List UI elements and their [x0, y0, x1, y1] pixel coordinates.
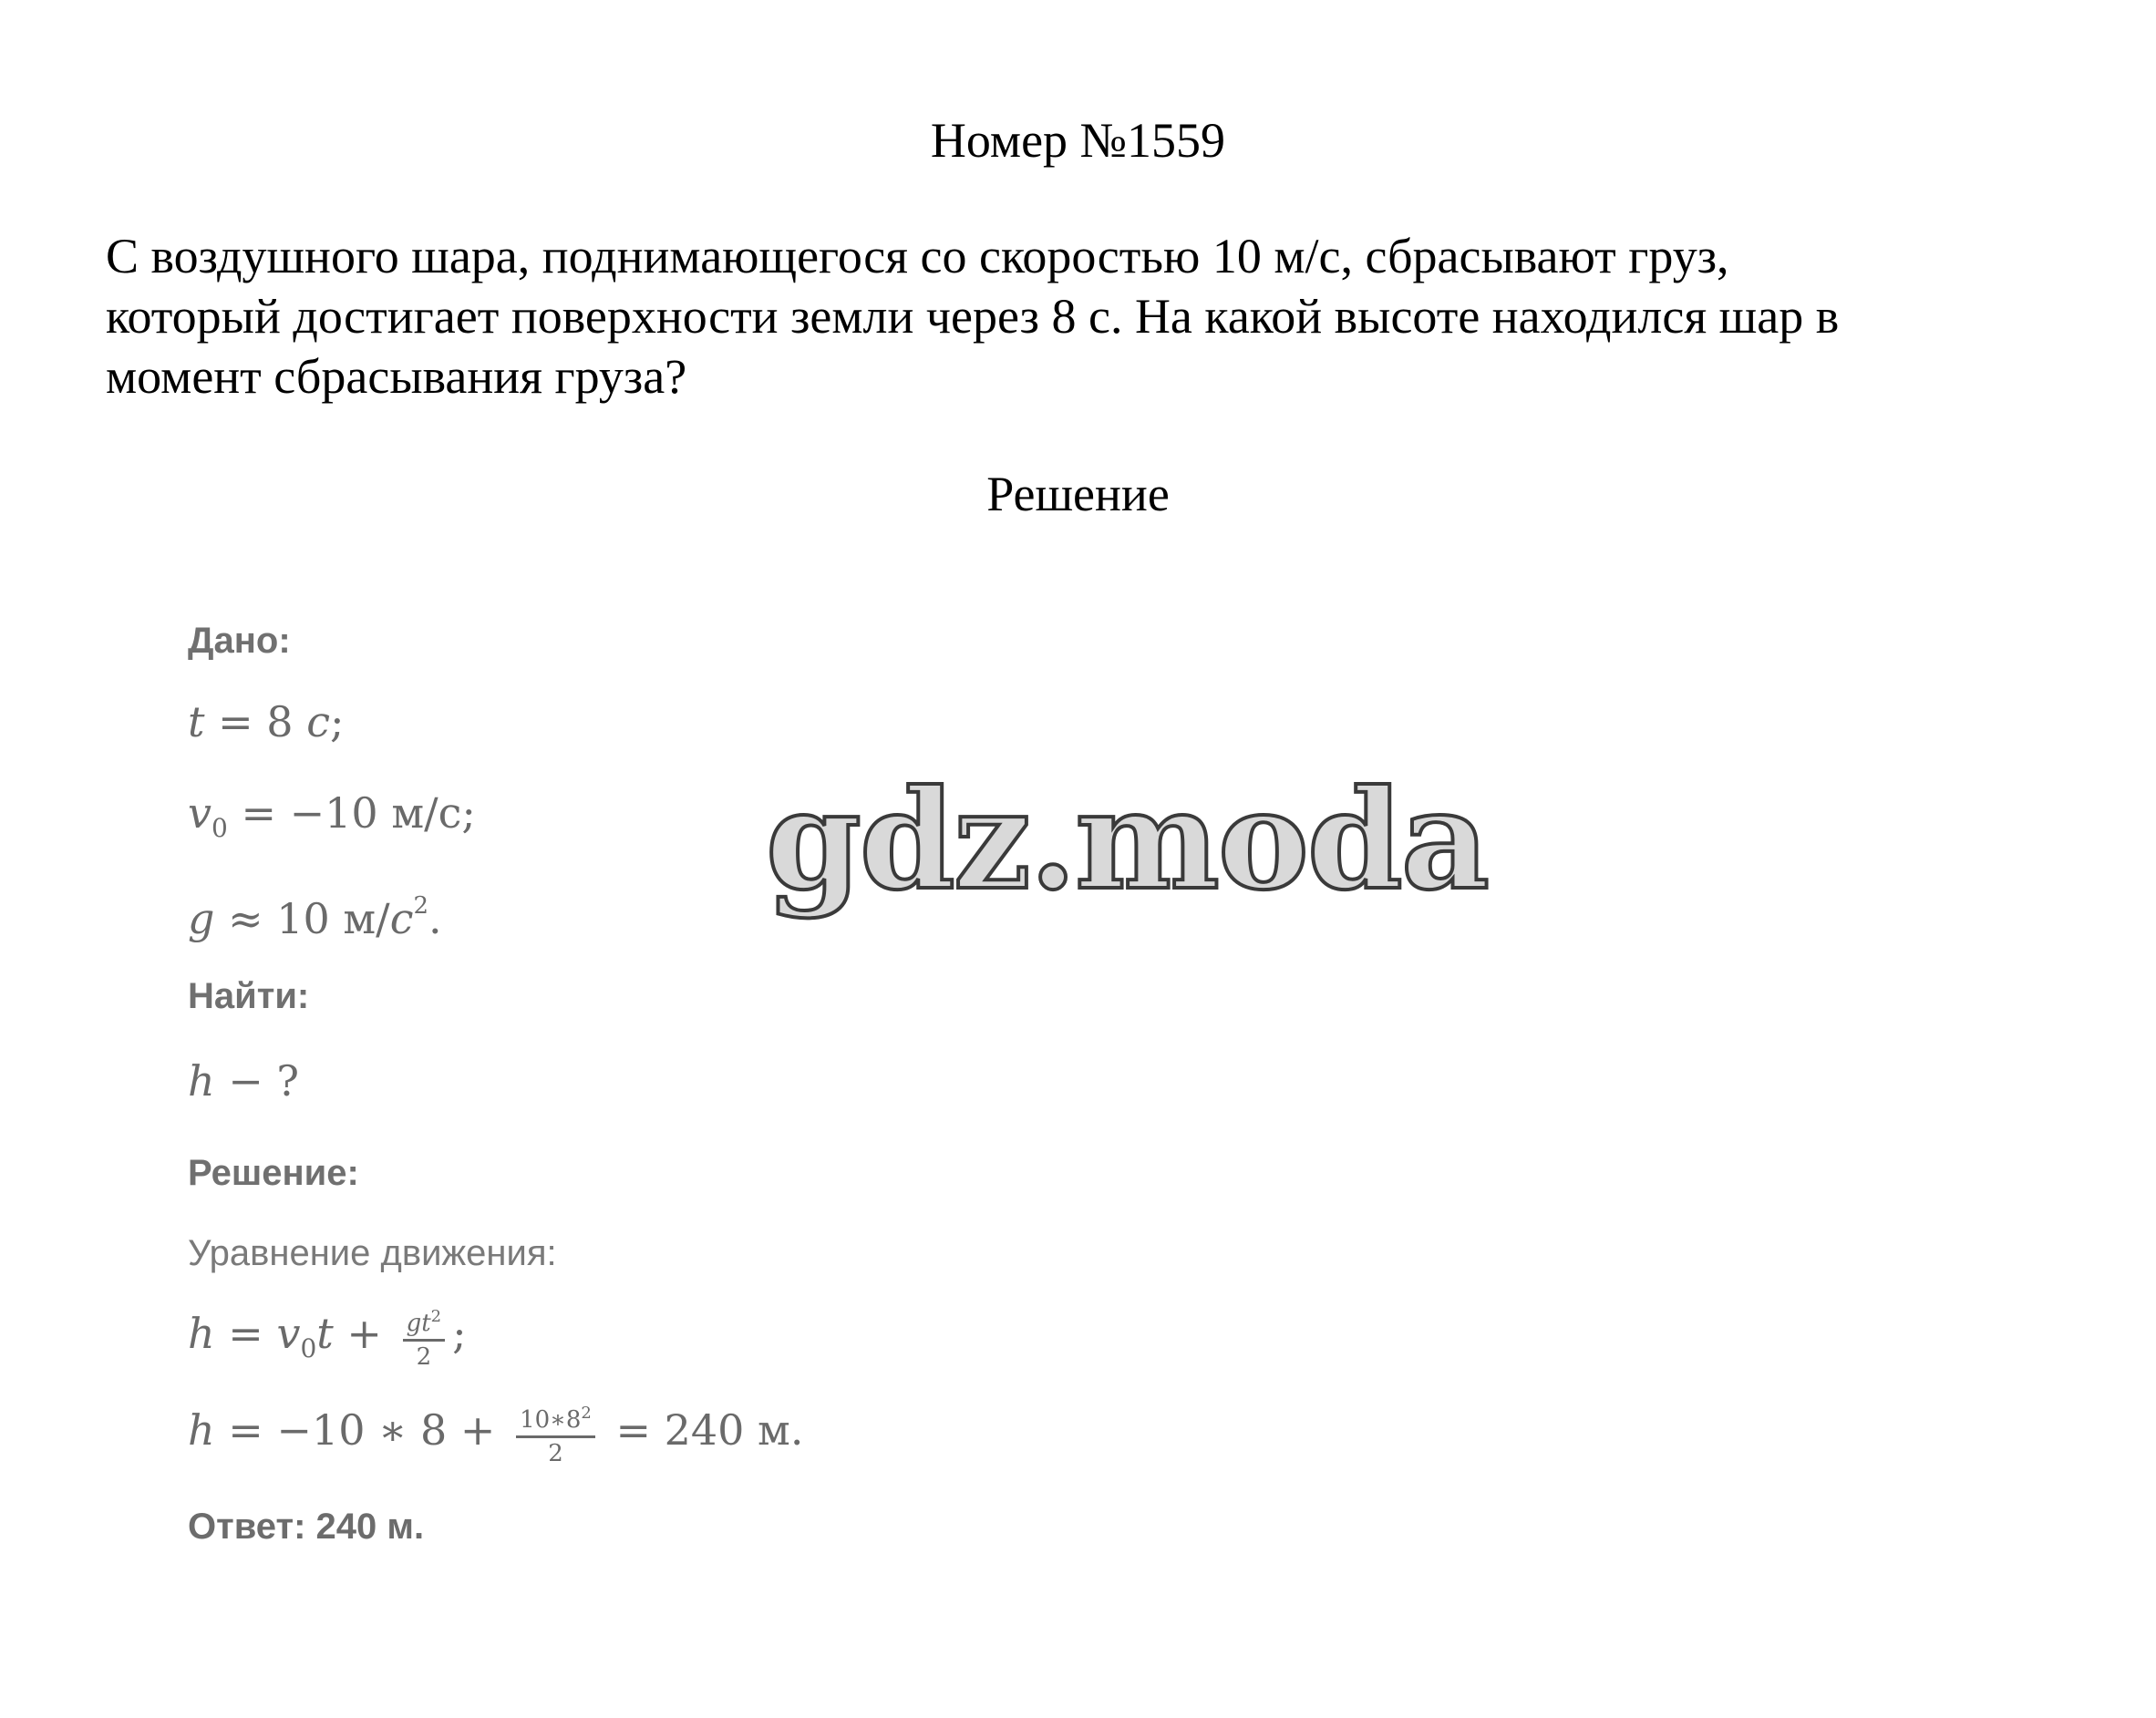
punct: . [428, 894, 442, 943]
var-t: t [316, 1309, 334, 1358]
watermark-logo: gdz.moda [766, 760, 1489, 921]
calculation [188, 1400, 803, 1467]
punct: ; [329, 697, 345, 746]
given-gravity [188, 880, 442, 944]
fraction [403, 1303, 446, 1371]
exponent: 2 [413, 892, 428, 920]
problem-line: который достигает поверхности земли через 8 с. На какой высоте находился шар в [106, 289, 1840, 344]
motion-formula [188, 1303, 467, 1374]
var-h: h [188, 1405, 215, 1455]
answer: Ответ: 240 м. [188, 1507, 425, 1547]
given-time [188, 696, 344, 747]
punct: ; [452, 1309, 467, 1358]
calc-result: = 240 м. [602, 1405, 804, 1455]
fraction-numerator [516, 1400, 595, 1438]
find-height [188, 1055, 299, 1106]
exponent: 2 [581, 1404, 592, 1423]
given-label: Дано: [188, 621, 291, 661]
solution-label: Решение: [188, 1153, 359, 1193]
given-initial-velocity [188, 787, 476, 854]
problem-line: момент сбрасывания груза? [106, 349, 687, 404]
var-h: h [188, 1309, 215, 1358]
find-label: Найти: [188, 976, 310, 1016]
fraction-denominator: 2 [548, 1440, 563, 1467]
numerator-text: gt [406, 1310, 431, 1337]
numerator-text: 10∗8 [520, 1406, 582, 1434]
solution-heading: Решение [986, 467, 1170, 521]
unit-c: c [389, 894, 414, 943]
find-height-value: − ? [214, 1056, 300, 1106]
fraction-denominator: 2 [416, 1343, 432, 1371]
given-velocity-value: = −10 м/с; [227, 788, 476, 838]
page-title: Номер №1559 [930, 113, 1226, 168]
calc-left: = −10 ∗ 8 + [214, 1405, 510, 1455]
given-time-value: = 8 [204, 697, 307, 746]
problem-statement [106, 226, 2084, 406]
subscript: 0 [211, 813, 228, 843]
plus: + [333, 1309, 396, 1358]
fraction-numerator [403, 1303, 446, 1342]
equals: = [214, 1309, 277, 1358]
subscript: 0 [300, 1333, 317, 1363]
equation-label: Уравнение движения: [188, 1233, 557, 1273]
var-v: v [188, 788, 211, 838]
var-h: h [188, 1056, 215, 1106]
exponent: 2 [430, 1307, 442, 1326]
var-t: t [188, 697, 205, 746]
problem-line: С воздушного шара, поднимающегося со скоростью 10 м/с, сбрасывают груз, [106, 229, 1729, 283]
unit-c: c [306, 697, 330, 746]
given-gravity-value: ≈ 10 м/ [214, 894, 390, 943]
var-g: g [188, 894, 215, 943]
fraction [516, 1400, 595, 1467]
var-v: v [276, 1309, 301, 1358]
